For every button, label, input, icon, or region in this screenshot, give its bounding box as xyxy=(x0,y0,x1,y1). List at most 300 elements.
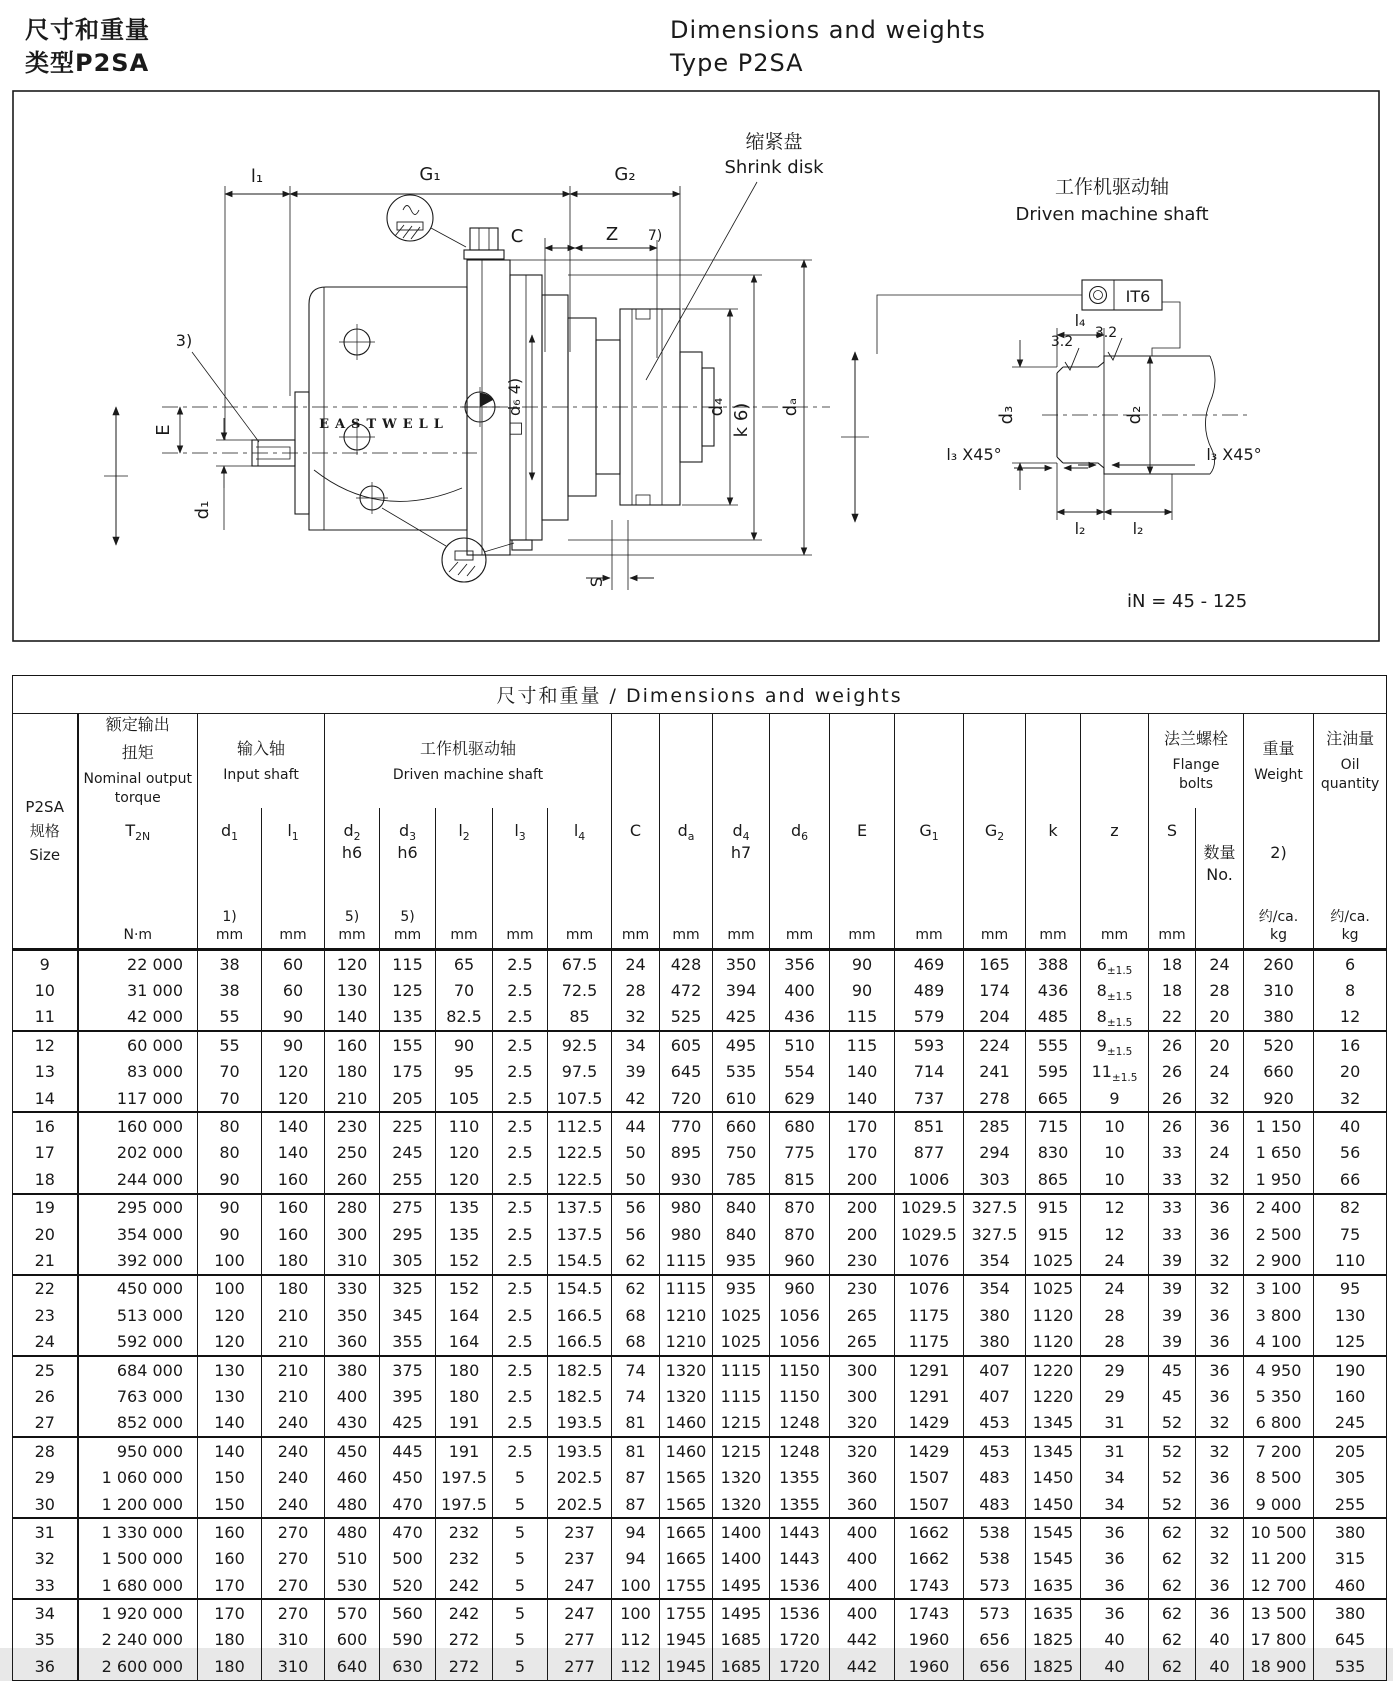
column-group-header xyxy=(1026,714,1081,809)
table-cell: 18 xyxy=(1149,950,1196,978)
table-cell: 62 xyxy=(1149,1599,1196,1626)
table-cell: 480 xyxy=(325,1518,380,1545)
table-cell: 436 xyxy=(770,1004,830,1031)
table-cell: 80 xyxy=(198,1140,262,1166)
table-cell: 1175 xyxy=(895,1328,964,1355)
row-size-cell: 19 xyxy=(13,1194,78,1221)
table-cell: 200 xyxy=(830,1166,895,1193)
dim-label-l4: l₄ xyxy=(1074,311,1086,330)
table-cell: 160 000 xyxy=(78,1112,198,1139)
table-cell: 1345 xyxy=(1026,1437,1081,1464)
table-cell: 130 xyxy=(198,1383,262,1409)
table-cell: 52 xyxy=(1149,1491,1196,1518)
table-cell: 573 xyxy=(964,1572,1026,1599)
table-cell: 135 xyxy=(436,1194,493,1221)
table-cell: 110 xyxy=(436,1112,493,1139)
table-row xyxy=(13,1059,1387,1085)
table-cell: 380 xyxy=(964,1328,1026,1355)
table-cell: 9 000 xyxy=(1244,1491,1314,1518)
table-cell: 170 xyxy=(830,1140,895,1166)
table-cell: 90 xyxy=(262,1004,325,1031)
column-symbol: $d_a$ xyxy=(660,808,713,900)
table-cell: 1495 xyxy=(713,1599,770,1626)
row-size-cell: 10 xyxy=(13,977,78,1003)
table-cell: 62 xyxy=(1149,1546,1196,1572)
table-cell: 1056 xyxy=(770,1302,830,1328)
table-cell: 1400 xyxy=(713,1546,770,1572)
table-row xyxy=(13,1085,1387,1112)
table-cell: 33 xyxy=(1149,1194,1196,1221)
table-cell: 392 000 xyxy=(78,1247,198,1274)
table-cell: 120 xyxy=(262,1085,325,1112)
table-cell: 210 xyxy=(262,1302,325,1328)
table-cell: 360 xyxy=(325,1328,380,1355)
table-cell: 285 xyxy=(964,1112,1026,1139)
table-cell: 436 xyxy=(1026,977,1081,1003)
table-cell: 714 xyxy=(895,1059,964,1085)
table-cell: 135 xyxy=(380,1004,436,1031)
table-cell: 135 xyxy=(436,1221,493,1247)
table-cell: 60 xyxy=(262,977,325,1003)
table-cell: 36 xyxy=(1196,1328,1244,1355)
table-cell: 36 xyxy=(1081,1599,1149,1626)
table-cell: 115 xyxy=(830,1031,895,1058)
table-cell: 350 xyxy=(325,1302,380,1328)
drawing-border xyxy=(13,91,1379,641)
table-cell: 1115 xyxy=(713,1383,770,1409)
table-cell: 1215 xyxy=(713,1410,770,1437)
row-size-cell: 21 xyxy=(13,1247,78,1274)
dim-label-e: E xyxy=(153,424,174,436)
table-cell: 327.5 xyxy=(964,1221,1026,1247)
note-3: 3) xyxy=(175,331,193,350)
page-subtitle-en: Type P2SA xyxy=(670,49,804,77)
table-cell: 2 400 xyxy=(1244,1194,1314,1221)
table-cell: 32 xyxy=(1196,1546,1244,1572)
table-cell: 140 xyxy=(325,1004,380,1031)
table-cell: 1460 xyxy=(660,1437,713,1464)
table-cell: 90 xyxy=(198,1166,262,1193)
column-unit: 约/ca. kg xyxy=(1314,900,1387,950)
table-cell: 40 xyxy=(1196,1627,1244,1653)
table-cell: 935 xyxy=(713,1247,770,1274)
table-row xyxy=(13,1383,1387,1409)
table-cell: 174 xyxy=(964,977,1026,1003)
table-cell: 155 xyxy=(380,1031,436,1058)
column-group-header: 法兰螺栓 Flange bolts xyxy=(1149,714,1244,809)
table-cell: 36 xyxy=(1196,1572,1244,1599)
table-cell: 130 xyxy=(198,1356,262,1383)
table-cell: 270 xyxy=(262,1518,325,1545)
table-cell: 197.5 xyxy=(436,1491,493,1518)
table-cell: 45 xyxy=(1149,1383,1196,1409)
column-group-header xyxy=(895,714,964,809)
table-cell: 125 xyxy=(380,977,436,1003)
table-cell: 1150 xyxy=(770,1383,830,1409)
table-cell: 1320 xyxy=(660,1356,713,1383)
table-cell: 100 xyxy=(612,1572,660,1599)
table-cell: 1320 xyxy=(660,1383,713,1409)
table-cell: 17 800 xyxy=(1244,1627,1314,1653)
table-cell: 260 xyxy=(325,1166,380,1193)
table-cell: 182.5 xyxy=(548,1356,612,1383)
table-cell: 470 xyxy=(380,1491,436,1518)
table-cell: 870 xyxy=(770,1221,830,1247)
table-cell: 840 xyxy=(713,1194,770,1221)
table-cell: 140 xyxy=(830,1059,895,1085)
table-cell: 241 xyxy=(964,1059,1026,1085)
table-cell: 300 xyxy=(830,1356,895,1383)
table-cell: 66 xyxy=(1314,1166,1387,1193)
table-cell: 483 xyxy=(964,1464,1026,1490)
table-cell: 28 xyxy=(612,977,660,1003)
column-unit: mm xyxy=(830,900,895,950)
row-size-cell: 12 xyxy=(13,1031,78,1058)
table-cell: 450 xyxy=(325,1437,380,1464)
table-cell: 36 xyxy=(1081,1572,1149,1599)
table-cell: 210 xyxy=(262,1328,325,1355)
table-cell: 330 xyxy=(325,1275,380,1302)
column-unit: 5) mm xyxy=(325,900,380,950)
column-symbol: $d_2$ h6 xyxy=(325,808,380,900)
table-cell: 980 xyxy=(660,1194,713,1221)
table-cell: 81 xyxy=(612,1410,660,1437)
row-size-cell: 35 xyxy=(13,1627,78,1653)
table-cell: 36 xyxy=(1196,1599,1244,1626)
column-unit: mm xyxy=(1149,900,1196,950)
table-cell: 470 xyxy=(380,1518,436,1545)
table-cell: 3 800 xyxy=(1244,1302,1314,1328)
table-cell: 62 xyxy=(1149,1653,1196,1680)
table-cell: 180 xyxy=(262,1247,325,1274)
table-cell: 1755 xyxy=(660,1599,713,1626)
table-cell: 1450 xyxy=(1026,1491,1081,1518)
roughness-a: 3.2 xyxy=(1050,334,1074,350)
table-cell: 513 000 xyxy=(78,1302,198,1328)
table-cell: 100 xyxy=(612,1599,660,1626)
row-size-cell: 31 xyxy=(13,1518,78,1545)
table-cell: 70 xyxy=(436,977,493,1003)
table-cell: 82 xyxy=(1314,1194,1387,1221)
table-row xyxy=(13,1546,1387,1572)
table-cell: 232 xyxy=(436,1518,493,1545)
table-cell: 1400 xyxy=(713,1518,770,1545)
table-cell: 62 xyxy=(612,1275,660,1302)
table-cell: 1076 xyxy=(895,1275,964,1302)
table-cell: 300 xyxy=(325,1221,380,1247)
table-cell: 560 xyxy=(380,1599,436,1626)
column-unit: mm xyxy=(964,900,1026,950)
table-cell: 645 xyxy=(660,1059,713,1085)
table-cell: 140 xyxy=(198,1410,262,1437)
table-cell: 130 xyxy=(325,977,380,1003)
row-size-cell: 20 xyxy=(13,1221,78,1247)
table-cell: 450 xyxy=(380,1464,436,1490)
table-cell: $6_{\pm 1.5}$ xyxy=(1081,950,1149,978)
table-cell: 1029.5 xyxy=(895,1194,964,1221)
row-size-cell: 33 xyxy=(13,1572,78,1599)
table-cell: 460 xyxy=(325,1464,380,1490)
column-unit: mm xyxy=(660,900,713,950)
table-cell: 242 xyxy=(436,1572,493,1599)
row-size-cell: 34 xyxy=(13,1599,78,1626)
column-group-header xyxy=(612,714,660,809)
table-cell: 407 xyxy=(964,1356,1026,1383)
table-cell: 1248 xyxy=(770,1410,830,1437)
table-cell: 225 xyxy=(380,1112,436,1139)
table-cell: 865 xyxy=(1026,1166,1081,1193)
shrink-disk-label-en: Shrink disk xyxy=(724,157,824,178)
table-cell: 8 xyxy=(1314,977,1387,1003)
row-size-cell: 18 xyxy=(13,1166,78,1193)
table-cell: 660 xyxy=(1244,1059,1314,1085)
table-cell: 5 xyxy=(493,1546,548,1572)
column-symbol: $d_1$ xyxy=(198,808,262,900)
dim-label-z: Z xyxy=(605,224,619,245)
table-cell: 180 xyxy=(325,1059,380,1085)
table-cell: 62 xyxy=(1149,1572,1196,1599)
table-cell: 39 xyxy=(1149,1247,1196,1274)
table-cell: 277 xyxy=(548,1653,612,1680)
table-row xyxy=(13,1653,1387,1680)
dim-label-g2: G₂ xyxy=(614,164,636,185)
table-cell: 1 920 000 xyxy=(78,1599,198,1626)
table-cell: 137.5 xyxy=(548,1194,612,1221)
table-cell: 40 xyxy=(1314,1112,1387,1139)
table-cell: 115 xyxy=(380,950,436,978)
table-cell: 12 700 xyxy=(1244,1572,1314,1599)
table-cell: 160 xyxy=(198,1518,262,1545)
table-cell: 1960 xyxy=(895,1627,964,1653)
table-cell: 160 xyxy=(325,1031,380,1058)
dim-label-d6: □ d₆ 4) xyxy=(505,377,524,437)
table-cell: 18 xyxy=(1149,977,1196,1003)
table-cell: 38 xyxy=(198,950,262,978)
table-cell: 154.5 xyxy=(548,1247,612,1274)
row-size-cell: 30 xyxy=(13,1491,78,1518)
table-cell: 1220 xyxy=(1026,1356,1081,1383)
table-cell: 895 xyxy=(660,1140,713,1166)
table-cell: 32 xyxy=(1196,1410,1244,1437)
table-cell: 590 xyxy=(380,1627,436,1653)
table-cell: 120 xyxy=(436,1166,493,1193)
table-cell: 375 xyxy=(380,1356,436,1383)
table-cell: 400 xyxy=(770,977,830,1003)
table-cell: 40 xyxy=(1081,1653,1149,1680)
table-cell: 28 xyxy=(1081,1328,1149,1355)
table-cell: 240 xyxy=(262,1410,325,1437)
column-unit: mm xyxy=(493,900,548,950)
table-cell: 265 xyxy=(830,1302,895,1328)
table-cell: 592 000 xyxy=(78,1328,198,1355)
table-cell: 80 xyxy=(198,1112,262,1139)
table-cell: 5 xyxy=(493,1599,548,1626)
table-cell: 10 xyxy=(1081,1112,1149,1139)
column-unit: mm xyxy=(548,900,612,950)
table-cell: 105 xyxy=(436,1085,493,1112)
table-cell: 1720 xyxy=(770,1627,830,1653)
table-cell: 660 xyxy=(713,1112,770,1139)
table-cell: 480 xyxy=(325,1491,380,1518)
table-cell: 130 xyxy=(1314,1302,1387,1328)
table-row xyxy=(13,1031,1387,1058)
table-cell: 680 xyxy=(770,1112,830,1139)
table-cell: 2.5 xyxy=(493,1031,548,1058)
table-cell: 32 xyxy=(1314,1085,1387,1112)
column-unit: mm xyxy=(1026,900,1081,950)
table-cell: 1210 xyxy=(660,1302,713,1328)
table-cell: 1 150 xyxy=(1244,1112,1314,1139)
dim-label-k: k 6) xyxy=(731,402,752,438)
table-row xyxy=(13,1194,1387,1221)
table-cell: 2.5 xyxy=(493,1410,548,1437)
table-cell: 2.5 xyxy=(493,1221,548,1247)
table-cell: 24 xyxy=(1081,1247,1149,1274)
page-subtitle-cn: 类型P2SA xyxy=(25,49,150,77)
table-cell: 247 xyxy=(548,1599,612,1626)
table-cell: 645 xyxy=(1314,1627,1387,1653)
table-cell: 120 xyxy=(262,1059,325,1085)
table-cell: 1 950 xyxy=(1244,1166,1314,1193)
table-cell: 26 xyxy=(1149,1112,1196,1139)
table-cell: 530 xyxy=(325,1572,380,1599)
table-cell: 395 xyxy=(380,1383,436,1409)
column-group-header: 输入轴 Input shaft xyxy=(198,714,325,809)
table-cell: 1545 xyxy=(1026,1546,1081,1572)
table-cell: 38 xyxy=(198,977,262,1003)
table-cell: 425 xyxy=(380,1410,436,1437)
table-cell: 45 xyxy=(1149,1356,1196,1383)
table-cell: 538 xyxy=(964,1546,1026,1572)
table-cell: 97.5 xyxy=(548,1059,612,1085)
table-cell: 68 xyxy=(612,1328,660,1355)
column-symbol: $G_1$ xyxy=(895,808,964,900)
table-cell: 1210 xyxy=(660,1328,713,1355)
table-cell: 1755 xyxy=(660,1572,713,1599)
table-cell: 52 xyxy=(1149,1437,1196,1464)
table-cell: 2.5 xyxy=(493,1302,548,1328)
column-symbol: S xyxy=(1149,808,1196,900)
table-cell: 200 xyxy=(830,1221,895,1247)
column-unit: mm xyxy=(895,900,964,950)
table-cell: 29 xyxy=(1081,1383,1149,1409)
table-cell: 125 xyxy=(1314,1328,1387,1355)
table-cell: 763 000 xyxy=(78,1383,198,1409)
table-cell: 40 xyxy=(1196,1653,1244,1680)
table-cell: 166.5 xyxy=(548,1302,612,1328)
dimensions-table xyxy=(12,675,1387,1681)
table-cell: 295 000 xyxy=(78,1194,198,1221)
table-row xyxy=(13,1356,1387,1383)
table-cell: 82.5 xyxy=(436,1004,493,1031)
table-cell: 400 xyxy=(325,1383,380,1409)
table-cell: 12 xyxy=(1081,1221,1149,1247)
table-cell: 265 xyxy=(830,1328,895,1355)
table-cell: 579 xyxy=(895,1004,964,1031)
table-cell: 2.5 xyxy=(493,1356,548,1383)
table-cell: 24 xyxy=(1196,1059,1244,1085)
row-size-cell: 11 xyxy=(13,1004,78,1031)
table-cell: 2.5 xyxy=(493,950,548,978)
table-cell: 485 xyxy=(1026,1004,1081,1031)
column-symbol: $d_3$ h6 xyxy=(380,808,436,900)
row-size-cell: 23 xyxy=(13,1302,78,1328)
table-cell: 380 xyxy=(1314,1599,1387,1626)
table-cell: 1215 xyxy=(713,1437,770,1464)
table-cell: 180 xyxy=(198,1653,262,1680)
table-cell: 665 xyxy=(1026,1085,1081,1112)
table-cell: 90 xyxy=(830,977,895,1003)
shrink-disk-label-cn: 缩紧盘 xyxy=(745,131,803,153)
table-cell: 210 xyxy=(325,1085,380,1112)
table-cell: 1355 xyxy=(770,1491,830,1518)
table-cell: 39 xyxy=(1149,1328,1196,1355)
row-size-cell: 28 xyxy=(13,1437,78,1464)
table-cell: 400 xyxy=(830,1546,895,1572)
table-cell: 90 xyxy=(198,1221,262,1247)
table-cell: 62 xyxy=(612,1247,660,1274)
table-cell: 1320 xyxy=(713,1491,770,1518)
table-cell: 193.5 xyxy=(548,1437,612,1464)
table-cell: 1743 xyxy=(895,1599,964,1626)
table-cell: 260 xyxy=(1244,950,1314,978)
table-cell: 294 xyxy=(964,1140,1026,1166)
table-cell: 2.5 xyxy=(493,1140,548,1166)
table-cell: 180 xyxy=(262,1275,325,1302)
column-group-header xyxy=(770,714,830,809)
table-cell: 28 xyxy=(1196,977,1244,1003)
table-cell: 877 xyxy=(895,1140,964,1166)
column-symbol: E xyxy=(830,808,895,900)
table-cell: 430 xyxy=(325,1410,380,1437)
table-row xyxy=(13,1464,1387,1490)
table-cell: 160 xyxy=(198,1546,262,1572)
table-cell: 1945 xyxy=(660,1627,713,1653)
table-cell: 280 xyxy=(325,1194,380,1221)
table-cell: 245 xyxy=(1314,1410,1387,1437)
table-title: 尺寸和重量 / Dimensions and weights xyxy=(13,676,1387,714)
dim-label-d4: d₄ xyxy=(706,397,727,417)
table-cell: 10 xyxy=(1081,1140,1149,1166)
table-cell: 34 xyxy=(1081,1491,1149,1518)
table-cell: 94 xyxy=(612,1518,660,1545)
table-row xyxy=(13,1627,1387,1653)
table-cell: 5 xyxy=(493,1572,548,1599)
table-cell: 320 xyxy=(830,1410,895,1437)
column-unit: mm xyxy=(436,900,493,950)
table-cell: 120 xyxy=(325,950,380,978)
table-cell: 1 060 000 xyxy=(78,1464,198,1490)
column-symbol: $d_4$ h7 xyxy=(713,808,770,900)
table-row xyxy=(13,1437,1387,1464)
table-cell: 191 xyxy=(436,1437,493,1464)
table-cell: 10 xyxy=(1081,1166,1149,1193)
table-cell: 140 xyxy=(830,1085,895,1112)
row-size-cell: 26 xyxy=(13,1383,78,1409)
row-size-cell: 14 xyxy=(13,1085,78,1112)
table-cell: 325 xyxy=(380,1275,436,1302)
table-cell: 327.5 xyxy=(964,1194,1026,1221)
table-cell: 1635 xyxy=(1026,1599,1081,1626)
column-symbol: z xyxy=(1081,808,1149,900)
dim-label-g1: G₁ xyxy=(419,164,441,185)
table-cell: 40 xyxy=(1081,1627,1149,1653)
table-cell: 1320 xyxy=(713,1464,770,1490)
chamfer-label-left: l₃ X45° xyxy=(946,445,1002,464)
table-cell: 191 xyxy=(436,1410,493,1437)
table-cell: 42 xyxy=(612,1085,660,1112)
table-cell: 442 xyxy=(830,1653,895,1680)
